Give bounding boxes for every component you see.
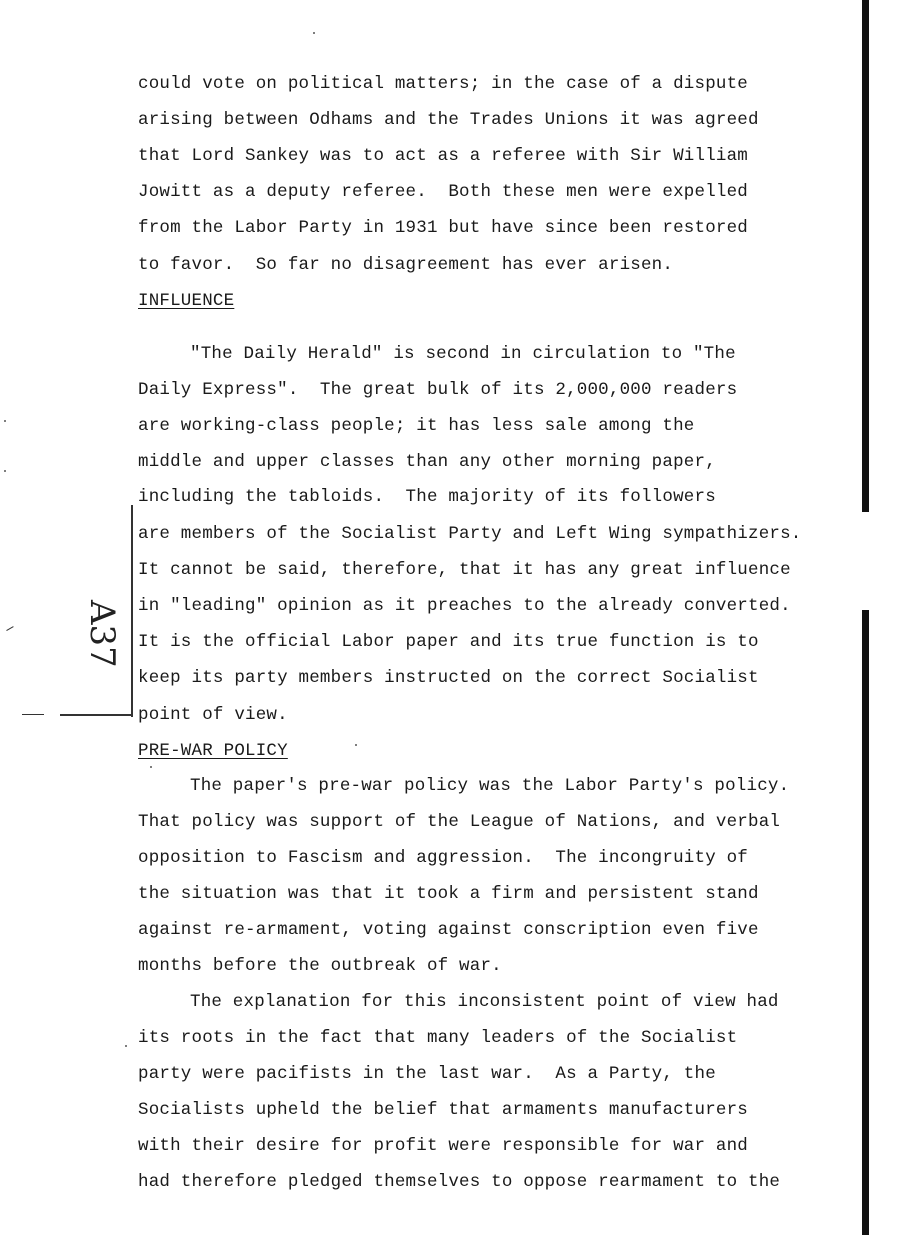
- text-line: its roots in the fact that many leaders of the Socialist: [138, 1028, 738, 1048]
- scan-speck: [125, 1045, 127, 1047]
- scan-speck: [4, 470, 6, 472]
- margin-tick: [6, 626, 14, 631]
- text-line: "The Daily Herald" is second in circulation to "The: [190, 344, 736, 364]
- text-line: that Lord Sankey was to act as a referee with Sir William: [138, 146, 748, 166]
- text-line: The paper's pre-war policy was the Labor Party's policy.: [190, 776, 790, 796]
- text-line: could vote on political matters; in the case of a dispute: [138, 74, 748, 94]
- scan-speck: [150, 766, 152, 768]
- scan-speck: [4, 420, 6, 422]
- text-line: That policy was support of the League of Nations, and verbal: [138, 812, 781, 832]
- text-line: are working-class people; it has less sale among the: [138, 416, 695, 436]
- text-line: middle and upper classes than any other morning paper,: [138, 452, 716, 472]
- text-line: It cannot be said, therefore, that it has any great influence: [138, 560, 791, 580]
- text-line: with their desire for profit were responsible for war and: [138, 1136, 748, 1156]
- text-line: Socialists upheld the belief that armaments manufacturers: [138, 1100, 748, 1120]
- scan-speck: [355, 744, 357, 746]
- margin-dash: [22, 714, 44, 715]
- text-line: keep its party members instructed on the correct Socialist: [138, 668, 759, 688]
- text-line: It is the official Labor paper and its true function is to: [138, 632, 759, 652]
- text-line: to favor. So far no disagreement has ever arisen.: [138, 255, 674, 275]
- text-line: point of view.: [138, 705, 288, 725]
- text-line: had therefore pledged themselves to oppose rearmament to the: [138, 1172, 781, 1192]
- scan-edge-bar-bottom: [862, 610, 869, 1235]
- text-line: from the Labor Party in 1931 but have since been restored: [138, 218, 748, 238]
- text-line: months before the outbreak of war.: [138, 956, 502, 976]
- text-line: opposition to Fascism and aggression. The incongruity of: [138, 848, 748, 868]
- text-line: including the tabloids. The majority of its followers: [138, 487, 716, 507]
- text-line: in "leading" opinion as it preaches to the already converted.: [138, 596, 791, 616]
- text-line: Jowitt as a deputy referee. Both these men were expelled: [138, 182, 748, 202]
- text-line: The explanation for this inconsistent point of view had: [190, 992, 779, 1012]
- scan-edge-bar-top: [862, 0, 869, 512]
- text-line: the situation was that it took a firm and persistent stand: [138, 884, 759, 904]
- text-line: arising between Odhams and the Trades Unions it was agreed: [138, 110, 759, 130]
- scan-speck: [313, 32, 315, 34]
- text-line: against re-armament, voting against conscription even five: [138, 920, 759, 940]
- margin-pointer-line: [60, 714, 132, 716]
- section-heading-prewar: PRE-WAR POLICY: [138, 741, 288, 761]
- section-heading-influence: INFLUENCE: [138, 291, 235, 311]
- text-line: Daily Express". The great bulk of its 2,000,000 readers: [138, 380, 738, 400]
- text-line: party were pacifists in the last war. As a Party, the: [138, 1064, 716, 1084]
- margin-annotation: A37: [82, 600, 122, 668]
- text-line: are members of the Socialist Party and Left Wing sympathizers.: [138, 524, 802, 544]
